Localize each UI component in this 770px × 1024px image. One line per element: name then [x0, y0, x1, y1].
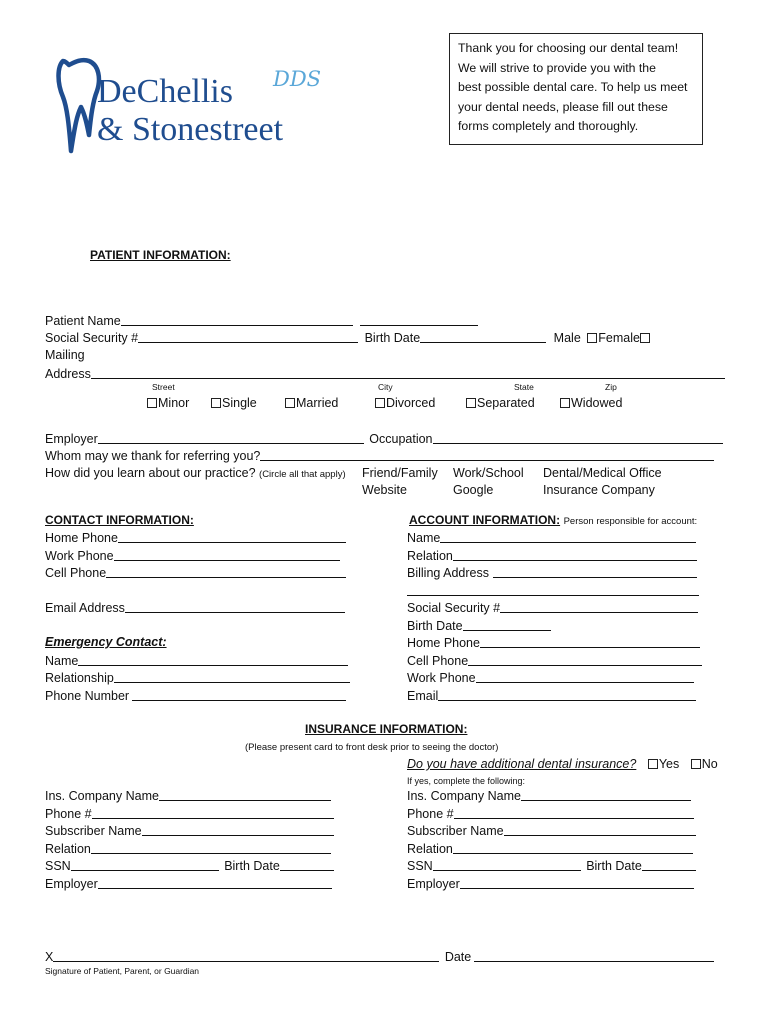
- emergency-phone-row: [45, 687, 346, 705]
- practice-logo: [55, 55, 345, 155]
- male-label: Male: [553, 331, 581, 345]
- learn-option-friend[interactable]: Friend/Family: [362, 466, 438, 480]
- account-heading-row: [409, 512, 697, 530]
- patient-ssn-row: [45, 329, 651, 347]
- ins2-phone-row: [407, 805, 694, 823]
- ins2-employer-label: Employer: [407, 877, 460, 891]
- ins2-company-input[interactable]: [521, 787, 691, 801]
- account-birth-input[interactable]: [463, 617, 551, 631]
- marital-option-minor[interactable]: [147, 395, 189, 413]
- ins1-subscriber-row: [45, 822, 334, 840]
- emergency-phone-input[interactable]: [132, 687, 346, 701]
- billing-address-input-2[interactable]: [407, 582, 699, 596]
- address-label: Address: [45, 367, 91, 381]
- address-street-caption: Street: [152, 382, 175, 392]
- ins2-ssn-label: SSN: [407, 859, 433, 873]
- email-row: [45, 599, 345, 617]
- learn-option-dental-office[interactable]: Dental/Medical Office: [543, 466, 662, 480]
- insurance-info-heading: INSURANCE INFORMATION:: [305, 722, 468, 736]
- learn-option-work[interactable]: Work/School: [453, 466, 524, 480]
- ins2-birth-input[interactable]: [642, 857, 696, 871]
- ins2-company-label: Ins. Company Name: [407, 789, 521, 803]
- ins1-birth-label: Birth Date: [224, 859, 280, 873]
- address-city-caption: City: [378, 382, 393, 392]
- insurance-note: (Please present card to front desk prior to seeing the doctor): [245, 742, 499, 753]
- ins1-birth-input[interactable]: [280, 857, 334, 871]
- intro-message-box: [449, 33, 703, 145]
- ins1-phone-label: Phone #: [45, 807, 92, 821]
- account-relation-label: Relation: [407, 549, 453, 563]
- emergency-name-input[interactable]: [78, 652, 348, 666]
- ins1-relation-label: Relation: [45, 842, 91, 856]
- single-checkbox[interactable]: [211, 398, 221, 408]
- account-cell-row: [407, 652, 702, 670]
- widowed-label: Widowed: [571, 396, 623, 410]
- insurance-question: Do you have additional dental insurance?: [407, 757, 637, 771]
- male-checkbox[interactable]: [587, 333, 597, 343]
- employer-input[interactable]: [98, 430, 364, 444]
- learn-hint: (Circle all that apply): [259, 469, 346, 480]
- account-work-label: Work Phone: [407, 671, 476, 685]
- ins1-employer-row: [45, 875, 332, 893]
- ins1-phone-row: [45, 805, 334, 823]
- patient-name-input[interactable]: [121, 312, 353, 326]
- employer-label: Employer: [45, 432, 98, 446]
- emergency-phone-label: Phone Number: [45, 689, 130, 703]
- minor-label: Minor: [158, 396, 190, 410]
- billing-address-line-2: [407, 582, 699, 600]
- ssn-input[interactable]: [138, 329, 358, 343]
- intro-line: forms completely and thoroughly.: [458, 119, 639, 133]
- home-phone-row: [45, 529, 346, 547]
- signature-row: [45, 948, 714, 966]
- signature-input[interactable]: [53, 948, 439, 962]
- account-ssn-input[interactable]: [500, 599, 698, 613]
- referral-row: [45, 447, 714, 465]
- ins2-phone-label: Phone #: [407, 807, 454, 821]
- signature-date-input[interactable]: [474, 948, 714, 962]
- emergency-heading: Emergency Contact:: [45, 635, 167, 649]
- ins1-ssn-label: SSN: [45, 859, 71, 873]
- female-checkbox[interactable]: [640, 333, 650, 343]
- ins2-company-row: [407, 787, 691, 805]
- emergency-name-row: [45, 652, 348, 670]
- ssn-label: Social Security #: [45, 331, 139, 345]
- ins1-relation-input[interactable]: [91, 840, 331, 854]
- no-checkbox[interactable]: [691, 759, 701, 769]
- account-home-input[interactable]: [480, 634, 700, 648]
- marital-option-divorced[interactable]: [375, 395, 435, 413]
- learn-option-google[interactable]: Google: [453, 483, 494, 497]
- divorced-checkbox[interactable]: [375, 398, 385, 408]
- cell-phone-row: [45, 564, 346, 582]
- address-zip-caption: Zip: [605, 382, 617, 392]
- patient-name-extra-input[interactable]: [360, 312, 478, 326]
- ins2-ssn-row: [407, 857, 696, 875]
- account-birth-row: [407, 617, 551, 635]
- account-home-row: [407, 634, 700, 652]
- account-name-label: Name: [407, 531, 441, 545]
- ins1-employer-input[interactable]: [98, 875, 332, 889]
- ins1-subscriber-input[interactable]: [142, 822, 334, 836]
- ins2-subscriber-row: [407, 822, 696, 840]
- account-name-row: [407, 529, 696, 547]
- ins2-birth-label: Birth Date: [586, 859, 642, 873]
- account-ssn-label: Social Security #: [407, 601, 501, 615]
- female-label: Female: [598, 331, 640, 345]
- intro-line: Thank you for choosing our dental team!: [458, 41, 679, 55]
- account-ssn-row: [407, 599, 698, 617]
- ins2-phone-input[interactable]: [454, 805, 694, 819]
- emergency-relationship-row: [45, 669, 350, 687]
- intro-line: We will strive to provide you with the: [458, 60, 656, 75]
- account-work-input[interactable]: [476, 669, 694, 683]
- work-phone-input[interactable]: [114, 547, 340, 561]
- yes-checkbox[interactable]: [648, 759, 658, 769]
- intro-line: your dental needs, please fill out these: [458, 99, 668, 114]
- ins2-relation-label: Relation: [407, 842, 453, 856]
- occupation-label: Occupation: [369, 432, 433, 446]
- referral-label: Whom may we thank for referring you?: [45, 449, 261, 463]
- signature-date-label: Date: [444, 950, 472, 964]
- ins1-phone-input[interactable]: [92, 805, 334, 819]
- learn-option-insurance[interactable]: Insurance Company: [543, 483, 655, 497]
- ins1-subscriber-label: Subscriber Name: [45, 824, 142, 838]
- learn-option-website[interactable]: Website: [362, 483, 407, 497]
- signature-caption: Signature of Patient, Parent, or Guardian: [45, 966, 200, 976]
- patient-name-label: Patient Name: [45, 314, 121, 328]
- birth-date-label: Birth Date: [364, 331, 421, 345]
- home-phone-input[interactable]: [118, 529, 346, 543]
- ins1-ssn-row: [45, 857, 334, 875]
- logo-line-2: & Stonestreet: [97, 111, 284, 148]
- married-label: Married: [296, 396, 339, 410]
- billing-address-input[interactable]: [493, 564, 697, 578]
- ins2-subscriber-label: Subscriber Name: [407, 824, 504, 838]
- home-phone-label: Home Phone: [45, 531, 118, 545]
- ins2-ssn-input[interactable]: [433, 857, 581, 871]
- account-note: Person responsible for account:: [563, 516, 698, 527]
- intro-line: best possible dental care. To help us meet: [458, 80, 688, 94]
- account-name-input[interactable]: [440, 529, 696, 543]
- account-relation-input[interactable]: [453, 547, 697, 561]
- account-email-input[interactable]: [438, 687, 696, 701]
- ins1-employer-label: Employer: [45, 877, 98, 891]
- logo-credential: DDS: [273, 67, 322, 91]
- ins1-ssn-input[interactable]: [71, 857, 219, 871]
- ins2-employer-input[interactable]: [460, 875, 694, 889]
- account-info-heading: ACCOUNT INFORMATION:: [409, 513, 561, 527]
- account-work-row: [407, 669, 694, 687]
- marital-option-separated[interactable]: [466, 395, 535, 413]
- referral-input[interactable]: [260, 447, 714, 461]
- marital-option-single[interactable]: [211, 395, 257, 413]
- minor-checkbox[interactable]: [147, 398, 157, 408]
- account-cell-label: Cell Phone: [407, 654, 469, 668]
- emergency-relationship-label: Relationship: [45, 671, 114, 685]
- account-cell-input[interactable]: [468, 652, 702, 666]
- account-birth-label: Birth Date: [407, 619, 463, 633]
- insurance-question-row: [407, 756, 718, 774]
- emergency-name-label: Name: [45, 654, 79, 668]
- billing-address-row: [407, 564, 697, 582]
- ins1-company-label: Ins. Company Name: [45, 789, 159, 803]
- patient-name-row: [45, 312, 478, 330]
- work-phone-row: [45, 547, 340, 565]
- learn-row: [45, 465, 346, 483]
- signature-x-label: X: [45, 950, 54, 964]
- email-label: Email Address: [45, 601, 125, 615]
- email-input[interactable]: [125, 599, 345, 613]
- separated-checkbox[interactable]: [466, 398, 476, 408]
- account-relation-row: [407, 547, 697, 565]
- marital-option-widowed[interactable]: [560, 395, 622, 413]
- ins2-employer-row: [407, 875, 694, 893]
- emergency-relationship-input[interactable]: [114, 669, 350, 683]
- account-email-label: Email: [407, 689, 439, 703]
- marital-option-married[interactable]: [285, 395, 338, 413]
- separated-label: Separated: [477, 396, 535, 410]
- address-row: [45, 365, 725, 383]
- if-yes-note: If yes, complete the following:: [407, 776, 526, 786]
- birth-date-input[interactable]: [420, 329, 546, 343]
- address-state-caption: State: [514, 382, 534, 392]
- contact-info-heading: CONTACT INFORMATION:: [45, 513, 194, 527]
- ins1-company-input[interactable]: [159, 787, 331, 801]
- patient-info-heading: PATIENT INFORMATION:: [90, 248, 231, 262]
- ins2-subscriber-input[interactable]: [504, 822, 696, 836]
- yes-label: Yes: [658, 757, 680, 771]
- no-label: No: [701, 757, 718, 771]
- single-label: Single: [222, 396, 257, 410]
- occupation-input[interactable]: [433, 430, 723, 444]
- ins1-relation-row: [45, 840, 331, 858]
- ins2-relation-input[interactable]: [453, 840, 693, 854]
- employer-row: [45, 430, 723, 448]
- ins2-relation-row: [407, 840, 693, 858]
- address-input[interactable]: [91, 365, 725, 379]
- married-checkbox[interactable]: [285, 398, 295, 408]
- learn-label: How did you learn about our practice?: [45, 466, 256, 480]
- divorced-label: Divorced: [386, 396, 436, 410]
- ins1-company-row: [45, 787, 331, 805]
- cell-phone-label: Cell Phone: [45, 566, 107, 580]
- billing-address-label: Billing Address: [407, 566, 489, 580]
- account-email-row: [407, 687, 696, 705]
- logo-line-1: DeChellis: [97, 73, 233, 110]
- cell-phone-input[interactable]: [106, 564, 346, 578]
- widowed-checkbox[interactable]: [560, 398, 570, 408]
- account-home-label: Home Phone: [407, 636, 480, 650]
- work-phone-label: Work Phone: [45, 549, 114, 563]
- mailing-label: Mailing: [45, 348, 85, 362]
